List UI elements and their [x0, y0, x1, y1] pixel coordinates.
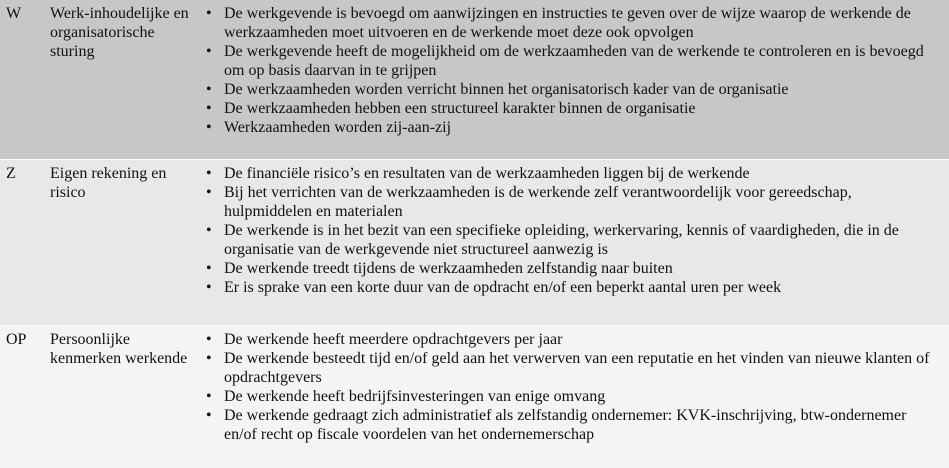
- list-item: • De werkende besteedt tijd en/of geld aan het verwerven van een reputatie en het vinden van nieuwe klanten of opdrachtgevers: [200, 349, 943, 387]
- list-item: • De werkgevende is bevoegd om aanwijzingen en instructies te geven over de wijze waarop de werkende de werkzaamheden moet uitvoeren en de werkende moet deze ook opvolgen: [200, 4, 943, 42]
- row-title: Werk-inhoudelijke en organisatorische sturing: [50, 5, 189, 60]
- list-item: • De werkzaamheden hebben een structureel karakter binnen de organisatie: [200, 99, 943, 118]
- row-code: Z: [6, 165, 16, 182]
- row-title: Persoonlijke kenmerken werkende: [50, 331, 188, 367]
- list-item: • De financiële risico’s en resultaten van de werkzaamheden liggen bij de werkende: [200, 164, 943, 183]
- list-item: • Er is sprake van een korte duur van de opdracht en/of een beperkt aantal uren per week: [200, 278, 943, 297]
- table-row: [0, 326, 949, 468]
- list-item: • De werkende treedt tijdens de werkzaamheden zelfstandig naar buiten: [200, 259, 943, 278]
- row-title: Eigen rekening en risico: [50, 165, 167, 201]
- table-row: [0, 160, 949, 326]
- row-code: W: [6, 5, 22, 22]
- row-items: [200, 326, 949, 468]
- list-item: • De werkzaamheden worden verricht binnen het organisatorisch kader van de organisatie: [200, 80, 943, 99]
- list-item: • De werkende gedraagt zich administratief als zelfstandig ondernemer: KVK-inschrijving, btw-ondernemer en/of recht op fiscale voordelen van het ondernemerschap: [200, 406, 943, 444]
- list-item: • De werkende heeft meerdere opdrachtgevers per jaar: [200, 330, 943, 349]
- row-items: [200, 160, 949, 326]
- list-item: • De werkende heeft bedrijfsinvesteringen van enige omvang: [200, 387, 943, 406]
- list-item: • Bij het verrichten van de werkzaamheden is de werkende zelf verantwoordelijk voor gereedschap, hulpmiddelen en materialen: [200, 183, 943, 221]
- row-items: [200, 0, 949, 160]
- list-item: • De werkgevende heeft de mogelijkheid om de werkzaamheden van de werkende te controleren en is bevoegd om op basis daarvan in te grijpen: [200, 42, 943, 80]
- list-item: • De werkende is in het bezit van een specifieke opleiding, werkervaring, kennis of vaardigheden, die in de organisatie van de werkgevende niet structureel aanwezig is: [200, 221, 943, 259]
- row-code: OP: [6, 331, 27, 348]
- table-row: [0, 0, 949, 160]
- list-item: • Werkzaamheden worden zij-aan-zij: [200, 118, 943, 137]
